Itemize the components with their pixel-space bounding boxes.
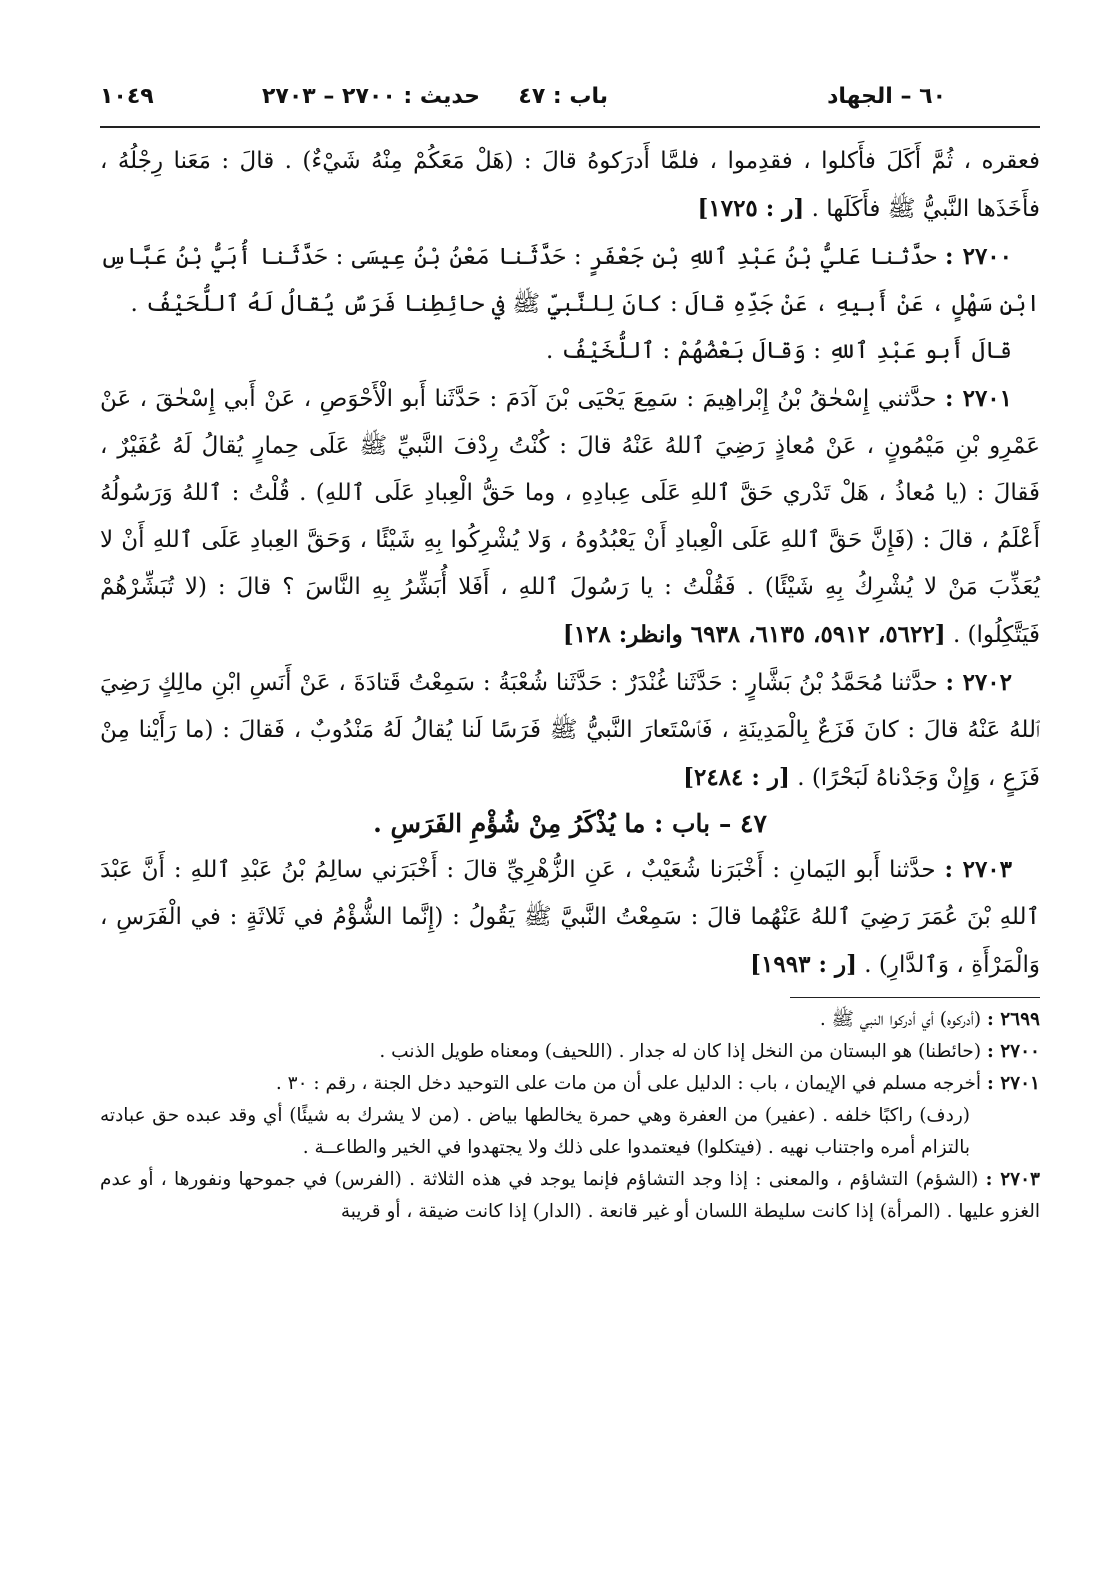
footnote-text: (حائطنا) هو البستان من النخل إذا كان له جدار . (اللحيف) ومعناه طويل الذنب .: [379, 1041, 982, 1062]
hadith-text: حدَّثني إِسْحٰقُ بْنُ إِبْراهِيمَ : سَمِعَ يَحْيَى بْنَ آدَمَ : حَدَّثَنا أَبو الْأَحْوَصِ ، عَنْ أَبي إِسْحٰقَ ، عَنْ عَمْرِو بْنِ مَيْمُونٍ ، عَنْ مُعاذٍ رَضِيَ ٱللهُ عَنْهُ قالَ : كُنْتُ رِدْفَ النَّبيِّ ﷺ عَلَى حِمارٍ يُقالُ لَهُ عُفَيْرٌ ، فَقالَ : (يا مُعاذُ ، هَلْ تَدْري حَقَّ ٱللهِ عَلَى عِبادِهِ ، وما حَقُّ الْعِبادِ عَلَى ٱللهِ) . قُلْتُ : ٱللهُ وَرَسُولُهُ أَعْلَمُ ، قالَ : (فَإِنَّ حَقَّ ٱللهِ عَلَى الْعِبادِ أَنْ يَعْبُدُوهُ ، وَلا يُشْرِكُوا بِهِ شَيْئًا ، وَحَقَّ العِبادِ عَلَى ٱللهِ أَنْ لا يُعَذِّبَ مَنْ لا يُشْرِكُ بِهِ شَيْئًا) . فَقُلْتُ : يا رَسُولَ ٱللهِ ، أَفَلا أُبَشِّرُ بِهِ النَّاسَ ؟ قالَ : (لا تُبَشِّرْهُمْ فَيَتَّكِلُوا) .: [100, 386, 1040, 648]
hadith-text: حدَّثنا عَليُّ بْنُ عَبْدِ ٱللهِ بْنِ جَعْفَرٍ : حَدَّثَنا مَعْنُ بْنُ عِيسَى : حَدَّثَنا أُبَيُّ بْنُ عَبَّاسِ ابْنِ سَهْلٍ ، عَنْ أَبيهِ ، عَنْ جَدِّهِ قالَ : كانَ لِلنَّبيِّ ﷺ في حائِطِنا فَرَسٌ يُقالُ لَهُ ٱللُّحَيْفُ .: [100, 244, 1040, 317]
hadith-number: ٢٧٠٠ :: [945, 243, 1013, 270]
cross-reference: [ر : ١٩٩٣]: [750, 951, 857, 978]
hadith-number: ٢٧٠٣ :: [944, 856, 1013, 883]
footnotes: [100, 1004, 1040, 1228]
footnote-text: (أدركوه) أي أدركوا النبي ﷺ .: [819, 1009, 982, 1030]
hadith-text: حدَّثنا مُحَمَّدُ بْنُ بَشَّارٍ : حَدَّثَنا غُنْدَرٌ : حَدَّثَنا شُعْبَةُ : سَمِعْتُ قَتادَةَ ، عَنْ أَنَسِ ابْنِ مالِكٍ رَضِيَ ٱللهُ عَنْهُ قالَ : كانَ فَزَعٌ بِالْمَدِينَةِ ، فَٱسْتَعارَ النَّبيُّ ﷺ فَرَسًا لَنا يُقالُ لَهُ مَنْدُوبٌ ، فَقالَ : (ما رَأَيْنا مِنْ فَزَعٍ ، وَإِنْ وَجَدْناهُ لَبَحْرًا) .: [100, 670, 1040, 791]
cross-reference: [ر : ١٧٢٥]: [697, 195, 805, 222]
paragraph-continuation: [100, 138, 1040, 233]
page-number: ١٠٤٩: [100, 84, 154, 109]
footnote-text: أخرجه مسلم في الإيمان ، باب : الدليل على أن من مات على التوحيد دخل الجنة ، رقم : ٣٠ .: [275, 1073, 982, 1094]
footnote-divider: [790, 997, 1040, 998]
hadith-text: حدَّثنا أَبو اليَمانِ : أَخْبَرَنا شُعَيْبٌ ، عَنِ الزُّهْرِيِّ قالَ : أَخْبَرَني سالِمُ بْنُ عَبْدِ ٱللهِ : أَنَّ عَبْدَ ٱللهِ بْنَ عُمَرَ رَضِيَ ٱللهُ عَنْهُما قالَ : سَمِعْتُ النَّبيَّ ﷺ يَقُولُ : (إِنَّما الشُّؤْمُ في ثَلاثَةٍ : في الْفَرَسِ ، وَالْمَرْأَةِ ، وَٱلدَّارِ) .: [100, 857, 1040, 978]
header-divider: [100, 126, 1040, 128]
chapter-title: ٦٠ – الجهاد: [827, 84, 946, 109]
footnote-2699: [100, 1004, 1040, 1036]
hadith-number: ٢٧٠١ :: [944, 385, 1013, 412]
footnote-number: ٢٧٠١ :: [986, 1073, 1040, 1094]
hadith-2700-note: [100, 328, 1040, 375]
footnote-text: (الشؤم) التشاؤم ، والمعنى : إذا وجد التشاؤم فإنما يوجد في هذه الثلاثة . (الفرس) في جموحها ونفورها ، أو عدم الغزو عليها . (المرأة) إذا كانت سليطة اللسان أو غير قانعة . (الدار) إذا كانت ضيقة ، أو قريبة: [100, 1169, 1040, 1222]
cross-reference: [٥٦٢٢، ٥٩١٢، ٦١٣٥، ٦٩٣٨ وانظر: ١٢٨]: [562, 621, 946, 648]
footnote-2703: [100, 1164, 1040, 1228]
hadith-text: قالَ أَبو عَبْدِ ٱللهِ : وَقالَ بَعْضُهُمْ : ٱللُّخَيْفُ .: [546, 338, 1012, 364]
hadith-number: ٢٧٠٢ :: [945, 669, 1012, 696]
footnote-2701-continued: [100, 1100, 1040, 1164]
footnote-number: ٢٧٠٣ :: [985, 1169, 1040, 1190]
bab-heading: ٤٧ – باب : ما يُذْكَرُ مِنْ شُؤْمِ الفَرَسِ .: [373, 809, 767, 838]
book-page: [100, 78, 1040, 1548]
running-header: [100, 78, 1040, 118]
paragraph-text: فعقره ، ثُمَّ أَكَلَ فأَكلوا ، فقدِموا ، فلمَّا أَدرَكوهُ قالَ : (هَلْ مَعَكُمْ مِنْهُ شَيْءٌ) . قالَ : مَعَنا رِجْلُهُ ، فأَخَذَها النَّبيُّ ﷺ فأَكَلَها .: [100, 148, 1040, 222]
footnote-number: ٢٧٠٠ :: [986, 1041, 1040, 1062]
hadith-2701: [100, 375, 1040, 659]
hadith-2702: [100, 659, 1040, 802]
footnote-number: ٢٦٩٩ :: [986, 1009, 1040, 1030]
hadith-2700: [100, 233, 1040, 328]
hadith-range: حديث : ٢٧٠٠ – ٢٧٠٣: [262, 84, 480, 109]
cross-reference: [ر : ٢٤٨٤]: [683, 764, 790, 791]
footnote-2701: [100, 1068, 1040, 1100]
hadith-2703: [100, 846, 1040, 989]
main-text: [100, 138, 1040, 989]
bab-number: باب : ٤٧: [518, 84, 608, 109]
footnote-text: (ردف) راكبًا خلفه . (عفير) من العفرة وهي حمرة يخالطها بياض . (من لا يشرك به شيئًا) أي وقد عبده حق عبادته بالتزام أمره واجتناب نهيه . (فيتكلوا) فيعتمدوا على ذلك ولا يجتهدوا في الخير والطاعــة .: [100, 1105, 970, 1158]
footnote-2700: [100, 1036, 1040, 1068]
